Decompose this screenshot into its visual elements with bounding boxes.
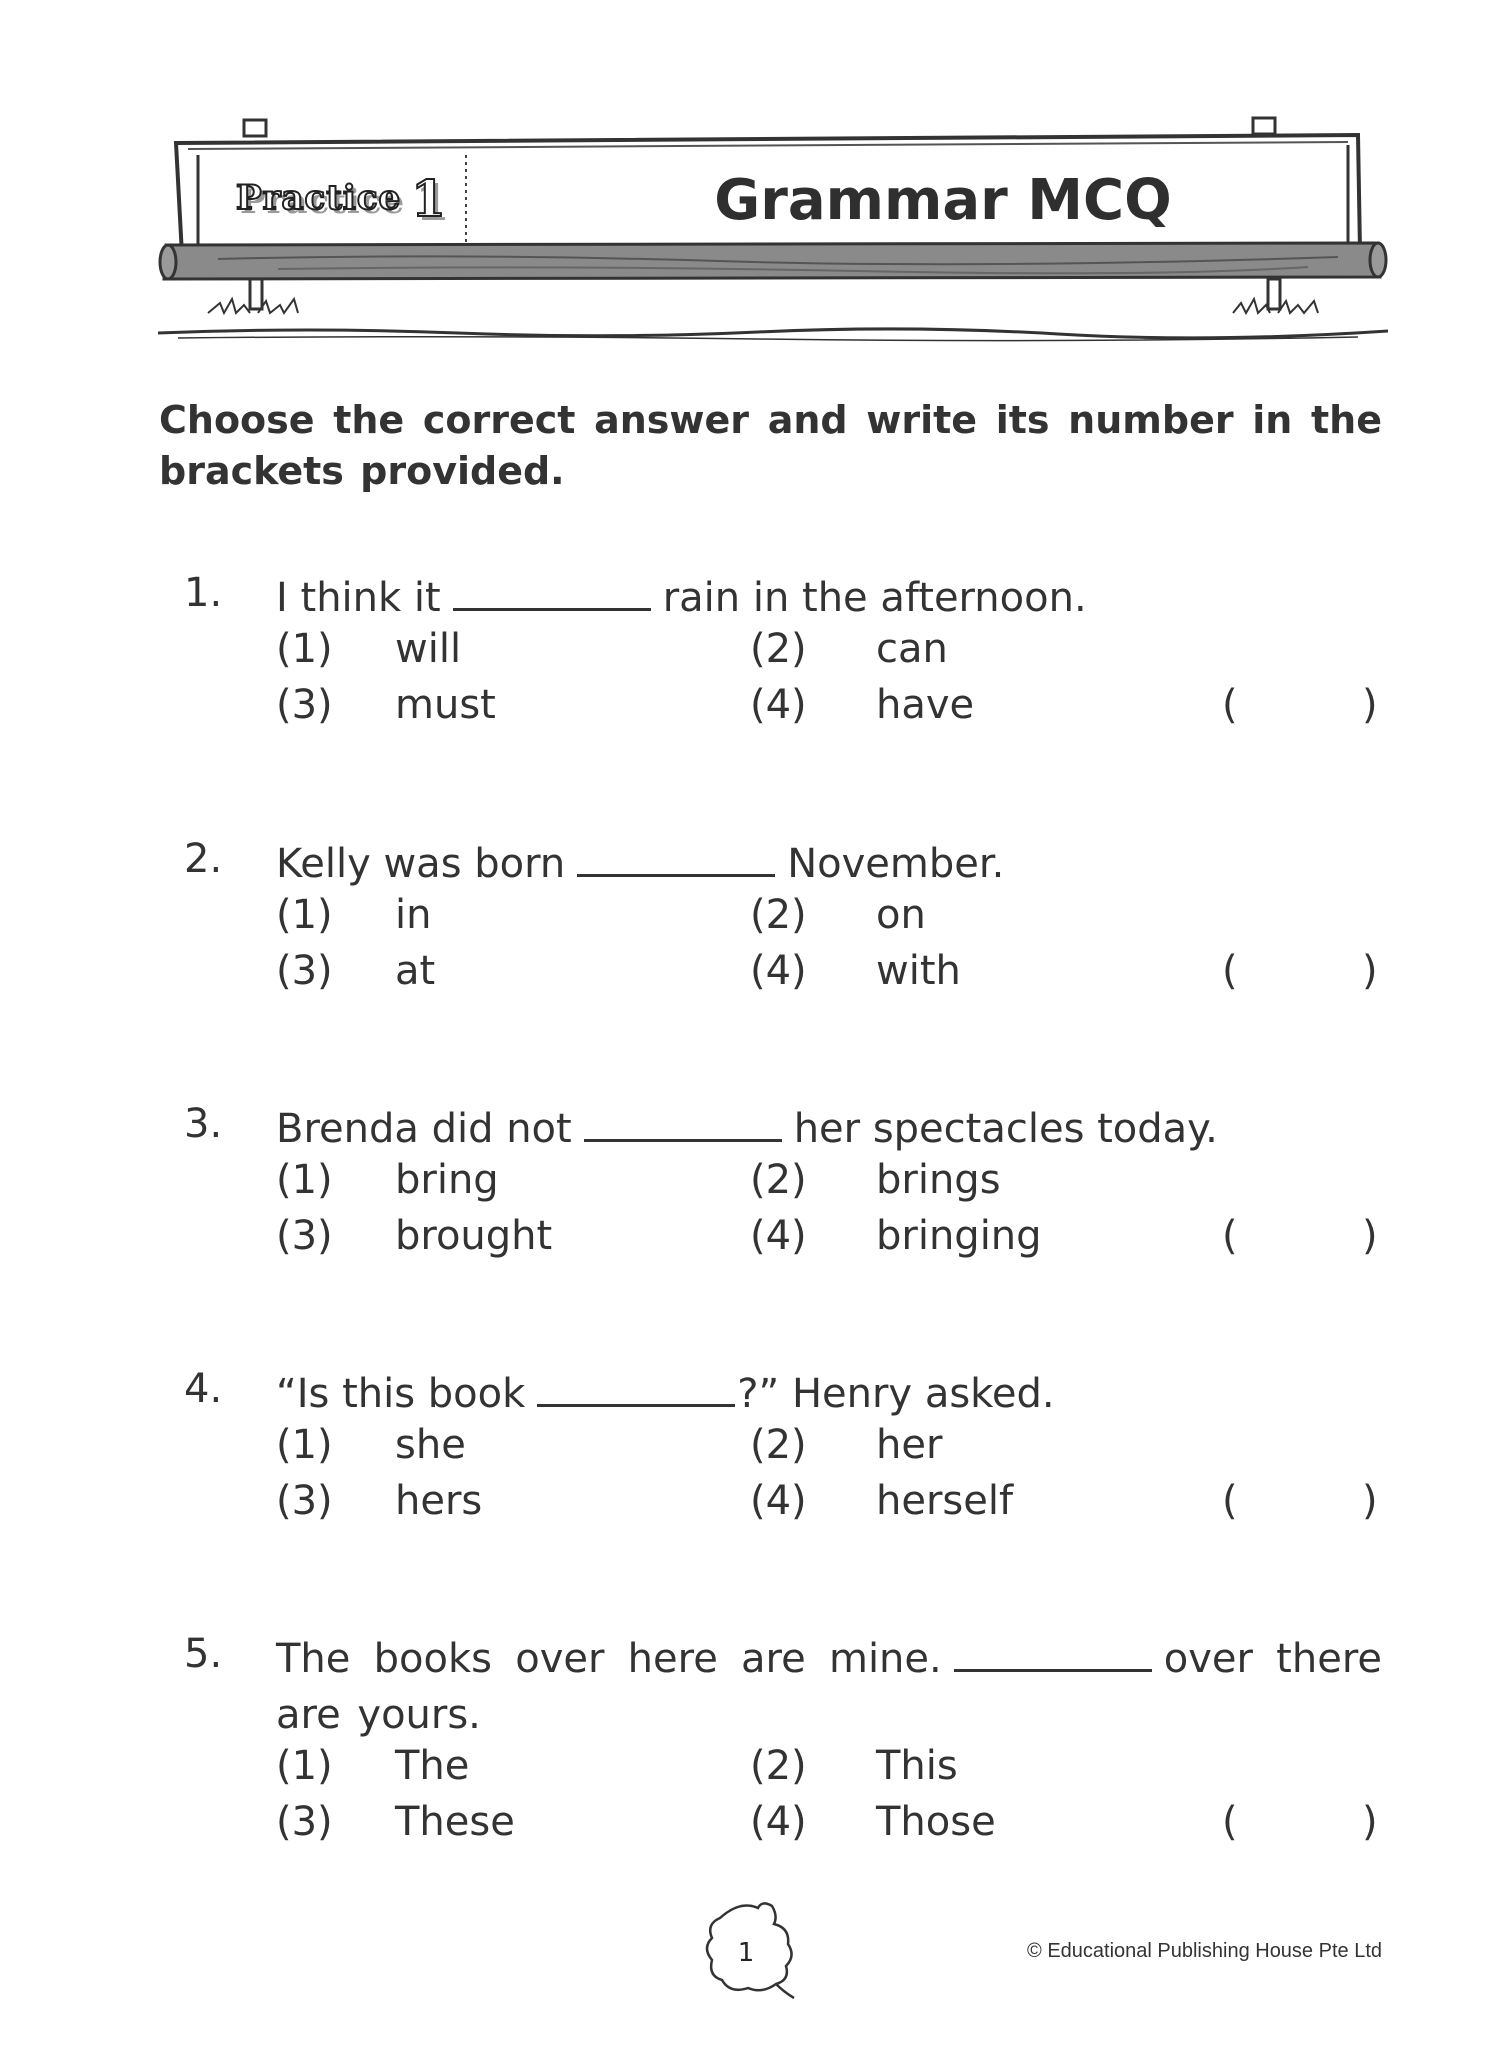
option-label: (2): [750, 1422, 807, 1468]
answer-bracket-open: (: [1222, 1213, 1238, 1259]
question-stem-after: rain in the afternoon.: [662, 575, 1087, 621]
option-label: (2): [750, 1743, 807, 1789]
option-text: on: [876, 892, 926, 938]
option-text: This: [876, 1743, 958, 1789]
option-label: (1): [276, 1157, 333, 1203]
option-label: (4): [750, 682, 807, 728]
option-text: These: [395, 1799, 515, 1845]
question-text: [276, 1631, 1382, 1743]
question-text: [276, 1101, 1382, 1157]
question-number: 4.: [184, 1366, 223, 1412]
answer-bracket-close: ): [1362, 1213, 1378, 1259]
option-text: The: [395, 1743, 470, 1789]
option-text: brought: [395, 1213, 553, 1259]
question-1: [0, 570, 1497, 770]
option-text: hers: [395, 1478, 483, 1524]
answer-blank: [537, 1403, 735, 1407]
option-text: herself: [876, 1478, 1014, 1524]
question-text: [276, 1366, 1382, 1422]
question-number: 5.: [184, 1631, 223, 1677]
question-stem-after: November.: [787, 841, 1005, 887]
option-text: brings: [876, 1157, 1001, 1203]
option-label: (2): [750, 892, 807, 938]
question-stem-before: Brenda did not: [276, 1106, 572, 1152]
option-text: will: [395, 626, 462, 672]
option-text: bring: [395, 1157, 499, 1203]
option-label: (1): [276, 626, 333, 672]
answer-bracket-open: (: [1222, 682, 1238, 728]
answer-bracket-close: ): [1362, 1478, 1378, 1524]
question-number: 1.: [184, 570, 223, 616]
question-4: [0, 1366, 1497, 1566]
answer-blank: [954, 1668, 1152, 1672]
question-2: [0, 836, 1497, 1036]
page-number: 1: [737, 1938, 755, 1968]
question-stem-before: “Is this book: [276, 1371, 526, 1417]
option-text: in: [395, 892, 432, 938]
answer-blank: [453, 607, 651, 611]
copyright-text: © Educational Publishing House Pte Ltd: [1027, 1940, 1382, 1962]
answer-blank: [584, 1138, 782, 1142]
practice-word: Practice: [236, 178, 402, 218]
option-label: (1): [276, 1422, 333, 1468]
option-text: she: [395, 1422, 466, 1468]
option-label: (2): [750, 1157, 807, 1203]
option-text: at: [395, 948, 436, 994]
question-number: 3.: [184, 1101, 223, 1147]
question-5: [0, 1631, 1497, 1845]
option-text: Those: [876, 1799, 996, 1845]
option-label: (3): [276, 948, 333, 994]
answer-bracket-close: ): [1362, 682, 1378, 728]
question-stem-after: ?” Henry asked.: [737, 1371, 1055, 1417]
question-3: [0, 1101, 1497, 1301]
question-stem-before: I think it: [276, 575, 441, 621]
practice-number: 1: [411, 168, 447, 228]
option-label: (1): [276, 892, 333, 938]
option-label: (3): [276, 682, 333, 728]
option-text: her: [876, 1422, 943, 1468]
question-number: 2.: [184, 836, 223, 882]
option-text: have: [876, 682, 975, 728]
question-stem-before: Kelly was born: [276, 841, 566, 887]
option-label: (3): [276, 1478, 333, 1524]
option-label: (4): [750, 1478, 807, 1524]
option-label: (3): [276, 1799, 333, 1845]
option-text: must: [395, 682, 496, 728]
practice-label: [236, 163, 456, 233]
answer-bracket-close: ): [1362, 948, 1378, 994]
option-label: (2): [750, 626, 807, 672]
question-text: [276, 570, 1382, 626]
question-text: [276, 836, 1382, 892]
question-stem-before: The books over here are mine.: [276, 1636, 942, 1682]
option-label: (1): [276, 1743, 333, 1789]
answer-bracket-open: (: [1222, 1478, 1238, 1524]
option-text: with: [876, 948, 961, 994]
option-label: (3): [276, 1213, 333, 1259]
answer-bracket-close: ): [1362, 1799, 1378, 1845]
option-label: (4): [750, 1213, 807, 1259]
page-title: Grammar MCQ: [714, 167, 1172, 233]
answer-bracket-open: (: [1222, 948, 1238, 994]
option-label: (4): [750, 948, 807, 994]
option-text: can: [876, 626, 948, 672]
answer-blank: [577, 873, 775, 877]
answer-bracket-open: (: [1222, 1799, 1238, 1845]
title-banner: [158, 115, 1388, 355]
instructions-text: Choose the correct answer and write its number in the brackets provided.: [159, 398, 1382, 493]
question-stem-after: her spectacles today.: [793, 1106, 1218, 1152]
option-label: (4): [750, 1799, 807, 1845]
question-stem-after: over there are yours.: [276, 1636, 1382, 1738]
option-text: bringing: [876, 1213, 1042, 1259]
